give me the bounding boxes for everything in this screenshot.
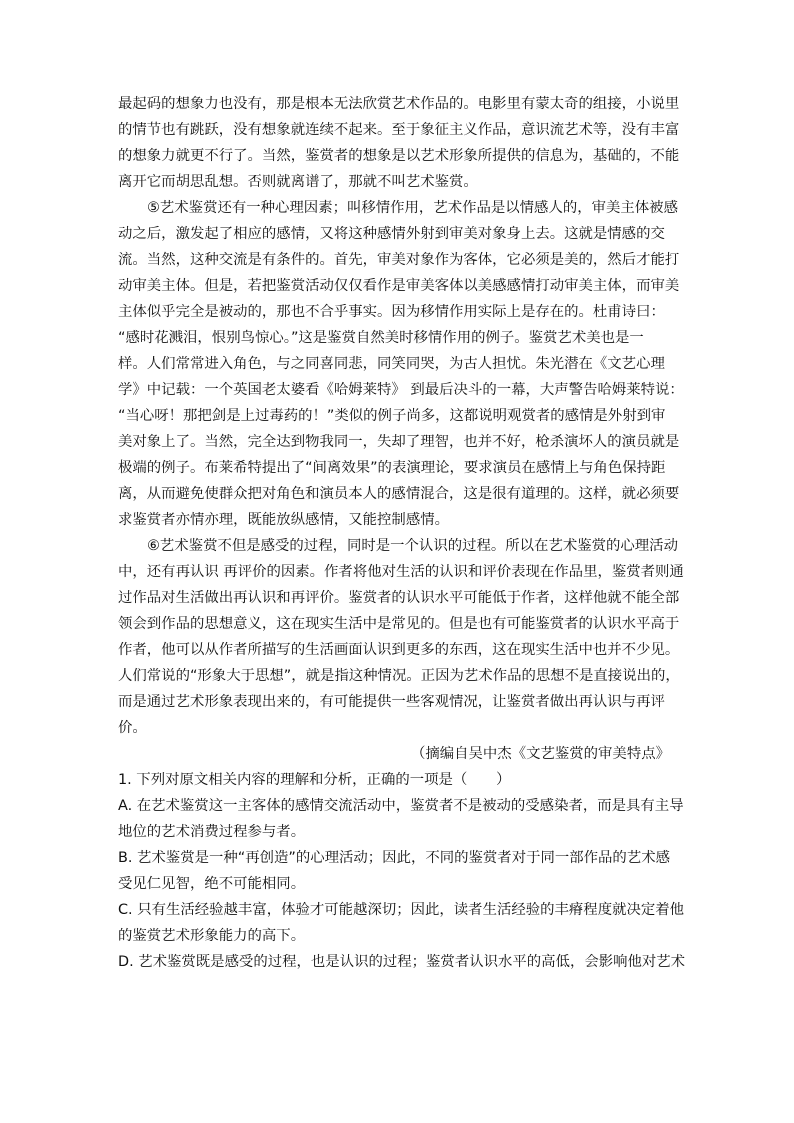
option-line: 的鉴赏艺术形象能力的高下。	[118, 928, 306, 944]
option-a	[118, 793, 684, 845]
text-line: 流。当然，这种交流是有条件的。首先，审美对象作为客体，它必须是美的，然后才能打	[118, 252, 680, 268]
text-line: 离，从而避免使群众把对角色和演员本人的感情混合，这是很有道理的。这样，就必须要	[118, 486, 680, 502]
option-d	[118, 949, 686, 975]
option-line: C. 只有生活经验越丰富，体验才可能越深切；因此，读者生活经验的丰瘠程度就决定着他	[118, 902, 685, 918]
option-line: B. 艺术鉴赏是一种“再创造”的心理活动；因此，不同的鉴赏者对于同一部作品的艺术感	[118, 850, 670, 866]
option-b	[118, 845, 670, 897]
text-line: 领会到作品的思想意义，这在现实生活中是常见的。但是也有可能鉴赏者的认识水平高于	[118, 616, 680, 632]
paragraph-intro	[118, 91, 680, 195]
text-line: 样。人们常常进入角色，与之同喜同悲，同笑同哭，为古人担忧。朱光潜在《文艺心理	[118, 356, 665, 372]
option-line: 受见仁见智，绝不可能相同。	[118, 876, 306, 892]
document-page	[118, 91, 686, 975]
question-block	[118, 767, 686, 975]
source-citation: （摘编自吴中杰《文艺鉴赏的审美特点》	[410, 746, 670, 762]
text-line: 作者，他可以从作者所描写的生活画面认识到更多的东西，这在现实生活中也并不少见。	[118, 642, 680, 658]
text-line: 而是通过艺术形象表现出来的，有可能提供一些客观情况，让鉴赏者做出再认识与再评	[118, 694, 665, 710]
text-line: 最起码的想象力也没有，那是根本无法欣赏艺术作品的。电影里有蒙太奇的组接，小说里	[118, 96, 680, 112]
text-line: 过作品对生活做出再认识和再评价。鉴赏者的认识水平可能低于作者，这样他就不能全部	[118, 590, 680, 606]
question-title: 1. 下列对原文相关内容的理解和分析，正确的一项是（ ）	[118, 772, 511, 788]
text-line: ⑥艺术鉴赏不但是感受的过程，同时是一个认识的过程。所以在艺术鉴赏的心理活动	[147, 538, 678, 554]
text-line: “感时花溅泪，恨别鸟惊心。”这是鉴赏自然美时移情作用的例子。鉴赏艺术美也是一	[118, 330, 644, 346]
text-line: 价。	[118, 720, 147, 736]
text-line: 求鉴赏者亦情亦理，既能放纵感情，又能控制感情。	[118, 512, 449, 528]
text-line: 的想象力就更不行了。当然，鉴赏者的想象是以艺术形象所提供的信息为，基础的，不能	[118, 148, 680, 164]
text-line: 主体似乎完全是被动的，那也不合乎事实。因为移情作用实际上是存在的。杜甫诗曰：	[118, 304, 665, 320]
text-line: 动之后，激发起了相应的感情，又将这种感情外射到审美对象身上去。这就是情感的交	[118, 226, 665, 242]
text-line: “当心呀！那把剑是上过毒药的！”类似的例子尚多，这都说明观赏者的感情是外射到审	[118, 408, 666, 424]
text-line: 的情节也有跳跃，没有想象就连续不起来。至于象征主义作品，意识流艺术等，没有丰富	[118, 122, 680, 138]
text-line: 学》中记载：一个英国老太婆看《哈姆莱特》 到最后决斗的一幕，大声警告哈姆莱特说：	[118, 382, 684, 398]
paragraph-5	[118, 195, 684, 533]
text-line: 人们常说的“形象大于思想”，就是指这种情况。正因为艺术作品的思想不是直接说出的，	[118, 668, 680, 684]
text-line: 离开它而胡思乱想。否则就离谱了，那就不叫艺术鉴赏。	[118, 174, 478, 190]
text-line: 美对象上了。当然，完全达到物我同一，失却了理智，也并不好，枪杀演坏人的演员就是	[118, 434, 680, 450]
text-line: ⑤艺术鉴赏还有一种心理因素；叫移情作用，艺术作品是以情感人的，审美主体被感	[147, 200, 678, 216]
option-line: 地位的艺术消费过程参与者。	[118, 824, 306, 840]
option-c	[118, 897, 685, 949]
option-line: D. 艺术鉴赏既是感受的过程，也是认识的过程；鉴赏者认识水平的高低，会影响他对艺术	[118, 954, 686, 970]
text-line: 中，还有再认识 再评价的因素。作者将他对生活的认识和评价表现在作品里，鉴赏者则通	[118, 564, 684, 580]
text-line: 动审美主体。但是，若把鉴赏活动仅仅看作是审美客体以美感感情打动审美主体，而审美	[118, 278, 680, 294]
paragraph-6	[118, 533, 684, 741]
option-line: A. 在艺术鉴赏这一主客体的感情交流活动中，鉴赏者不是被动的受感染者，而是具有主导	[118, 798, 684, 814]
text-line: 极端的例子。布莱希特提出了“间离效果”的表演理论，要求演员在感情上与角色保持距	[118, 460, 666, 476]
